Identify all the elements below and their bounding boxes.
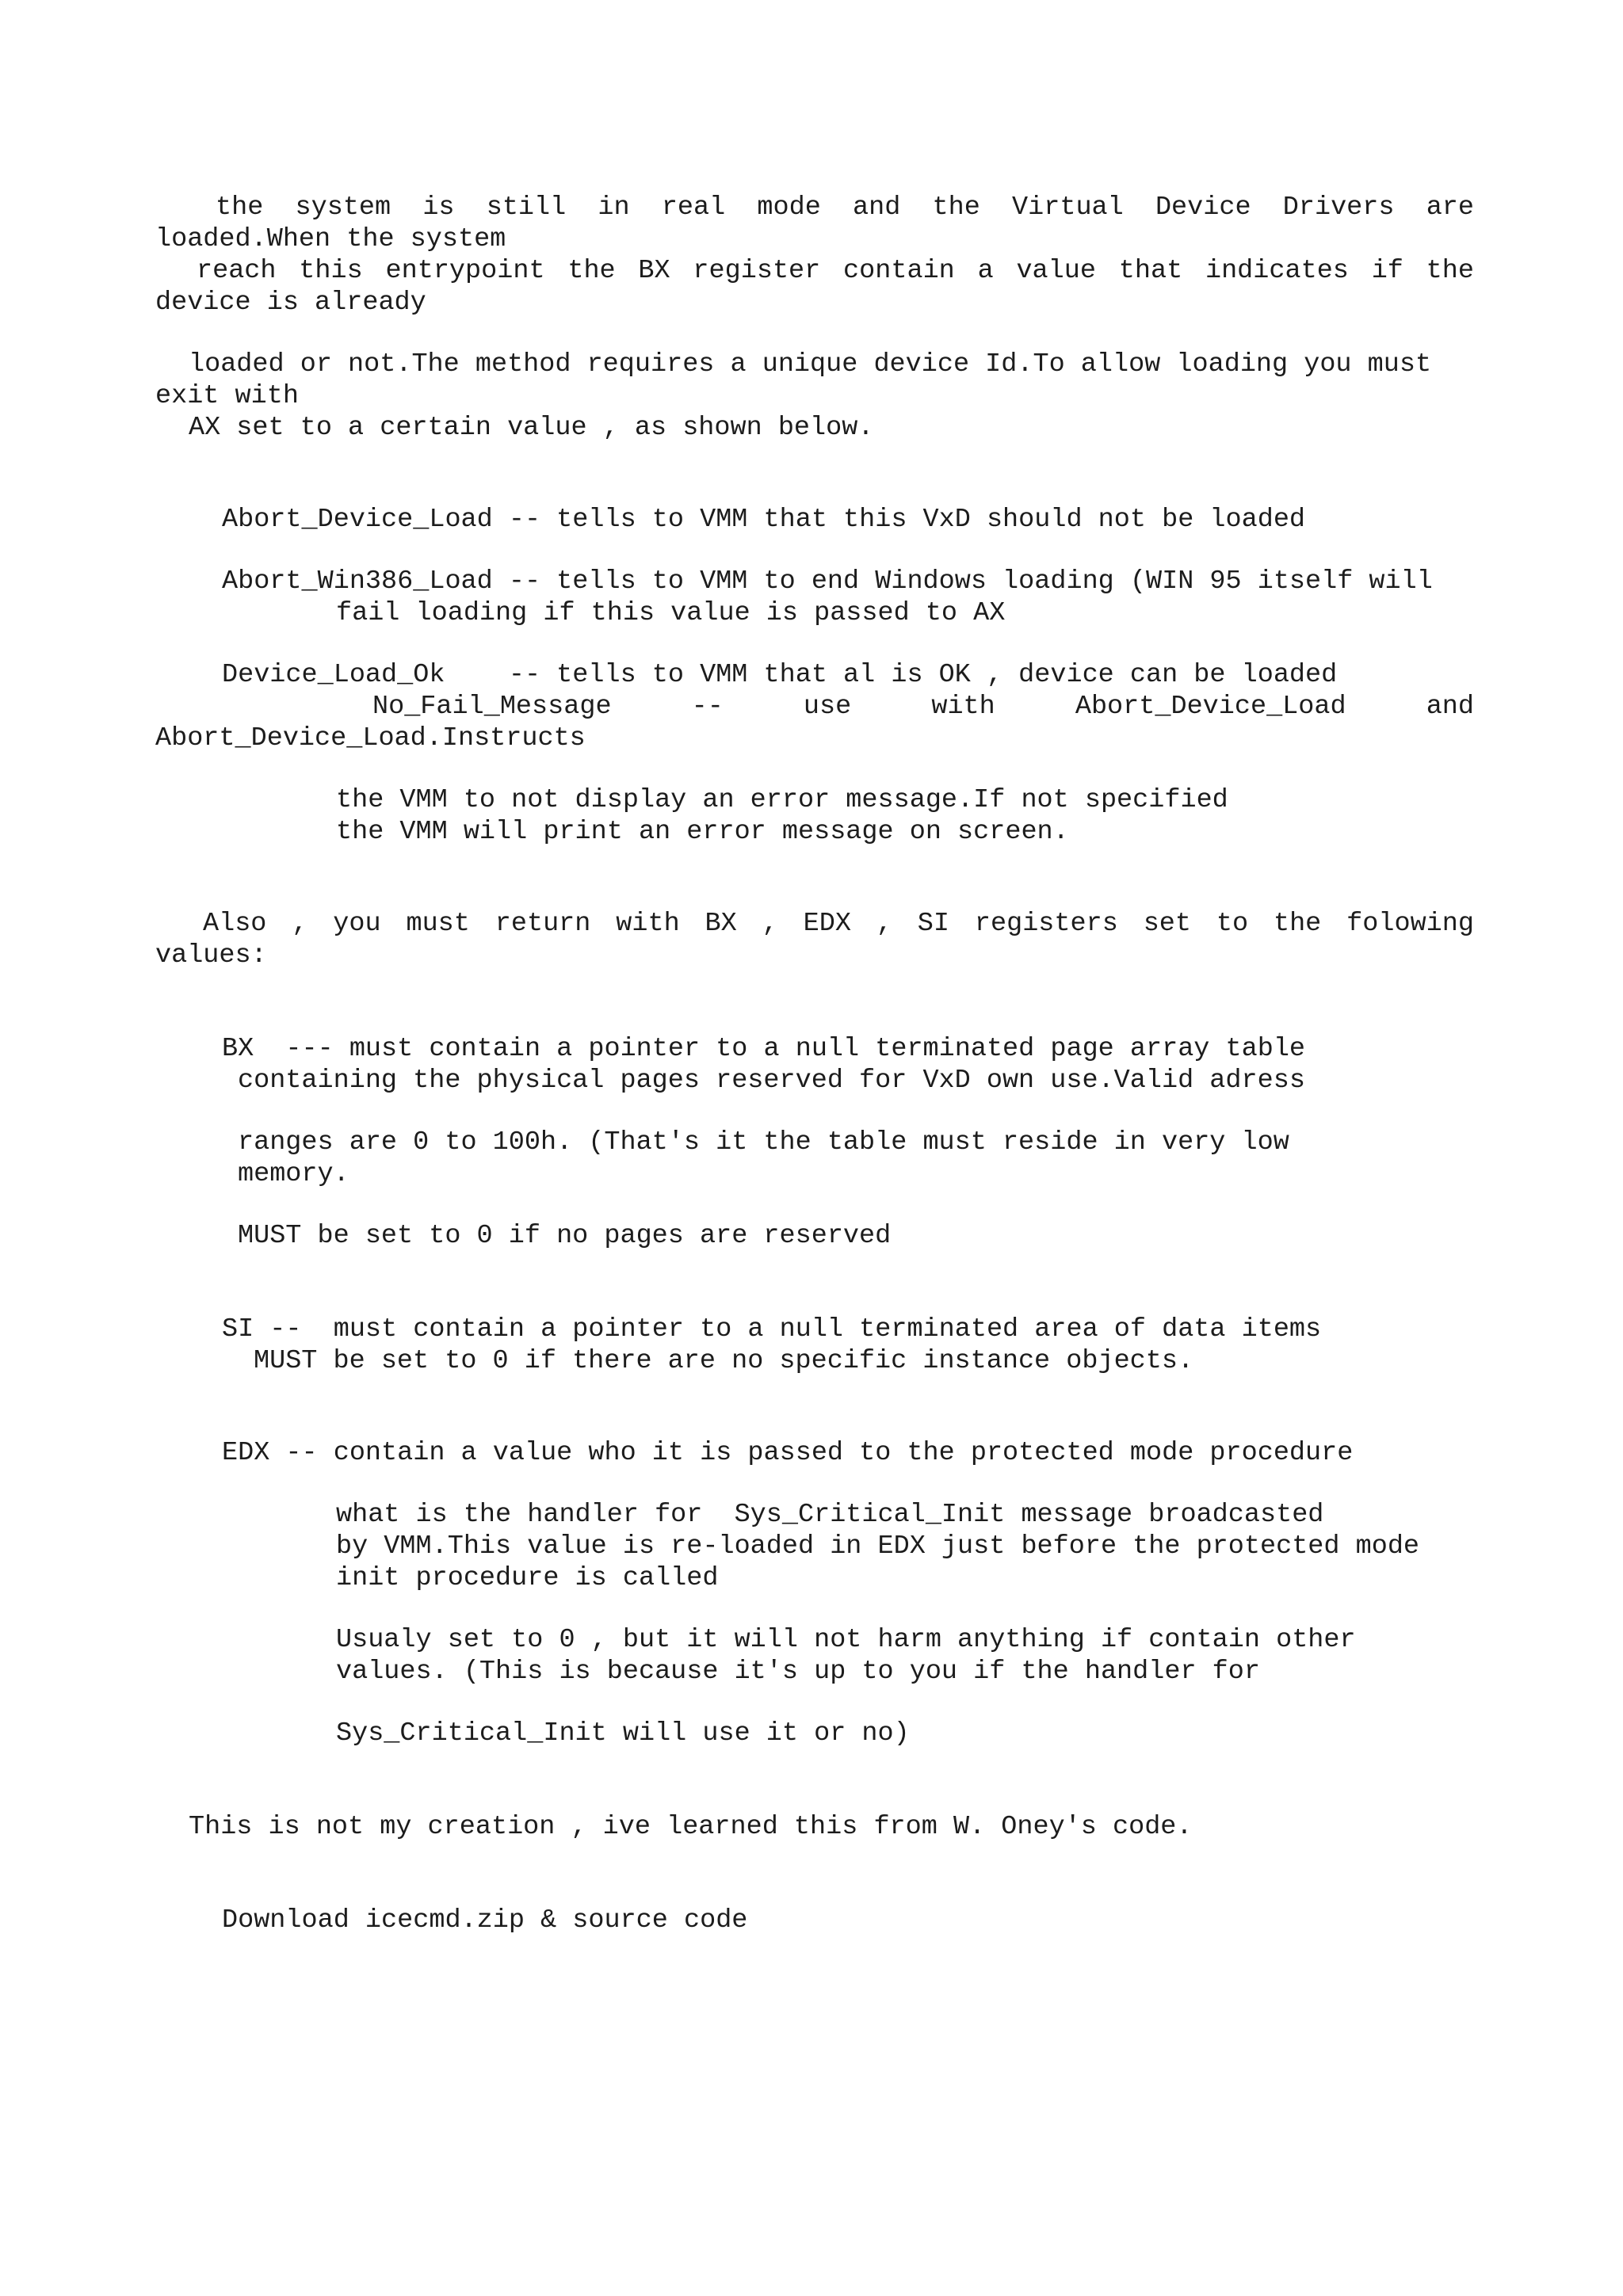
edx-line-3: by VMM.This value is re-loaded in EDX just before the protected mode <box>336 1531 1420 1562</box>
intro-line-2: loaded.When the system <box>155 224 506 254</box>
abort-win386-load-text: Abort_Win386_Load -- tells to VMM to end Windows loading (WIN 95 itself will <box>222 566 1433 597</box>
bx-line-4: memory. <box>238 1159 349 1189</box>
si-line-1: SI -- must contain a pointer to a null terminated area of data items <box>222 1314 1322 1344</box>
no-fail-message-desc-1: the VMM to not display an error message.If not specified <box>336 785 1228 815</box>
download-link[interactable]: Download icecmd.zip & source code <box>222 1905 748 1936</box>
also-line-2: values: <box>155 940 267 971</box>
bx-line-1: BX --- must contain a pointer to a null terminated page array table <box>222 1034 1306 1064</box>
edx-line-1: EDX -- contain a value who it is passed to the protected mode procedure <box>222 1438 1354 1468</box>
no-fail-message-text: No_Fail_Message -- use with Abort_Device_Load and <box>372 692 1474 722</box>
abort-device-load-text: Abort_Device_Load -- tells to VMM that this VxD should not be loaded <box>222 505 1306 535</box>
edx-line-7: Sys_Critical_Init will use it or no) <box>336 1718 910 1749</box>
intro-line-6: exit with <box>155 381 299 411</box>
abort-win386-load-text-cont: fail loading if this value is passed to AX <box>336 598 1006 628</box>
edx-line-4: init procedure is called <box>336 1563 719 1593</box>
intro-line-3: reach this entrypoint the BX register contain a value that indicates if the <box>197 256 1474 286</box>
credit-line: This is not my creation , ive learned this from W. Oney's code. <box>189 1812 1193 1842</box>
intro-line-1: the system is still in real mode and the Virtual Device Drivers are <box>216 193 1474 223</box>
device-load-ok-text: Device_Load_Ok -- tells to VMM that al is OK , device can be loaded <box>222 660 1338 690</box>
bx-line-5: MUST be set to 0 if no pages are reserved <box>238 1221 892 1251</box>
si-line-2: MUST be set to 0 if there are no specific instance objects. <box>254 1346 1194 1376</box>
bx-line-3: ranges are 0 to 100h. (That's it the table must reside in very low <box>238 1127 1289 1158</box>
intro-line-5: loaded or not.The method requires a unique device Id.To allow loading you must <box>189 349 1432 379</box>
edx-line-2: what is the handler for Sys_Critical_Init message broadcasted <box>336 1500 1324 1530</box>
no-fail-message-desc-2: the VMM will print an error message on screen. <box>336 817 1069 847</box>
edx-line-6: values. (This is because it's up to you if the handler for <box>336 1657 1260 1687</box>
also-line-1: Also , you must return with BX , EDX , SI registers set to the folowing <box>203 909 1474 939</box>
intro-line-7: AX set to a certain value , as shown below. <box>189 413 874 443</box>
bx-line-2: containing the physical pages reserved for VxD own use.Valid adress <box>238 1066 1305 1096</box>
intro-line-4: device is already <box>155 288 426 318</box>
edx-line-5: Usualy set to 0 , but it will not harm anything if contain other <box>336 1625 1356 1655</box>
no-fail-message-text-cont: Abort_Device_Load.Instructs <box>155 723 586 753</box>
